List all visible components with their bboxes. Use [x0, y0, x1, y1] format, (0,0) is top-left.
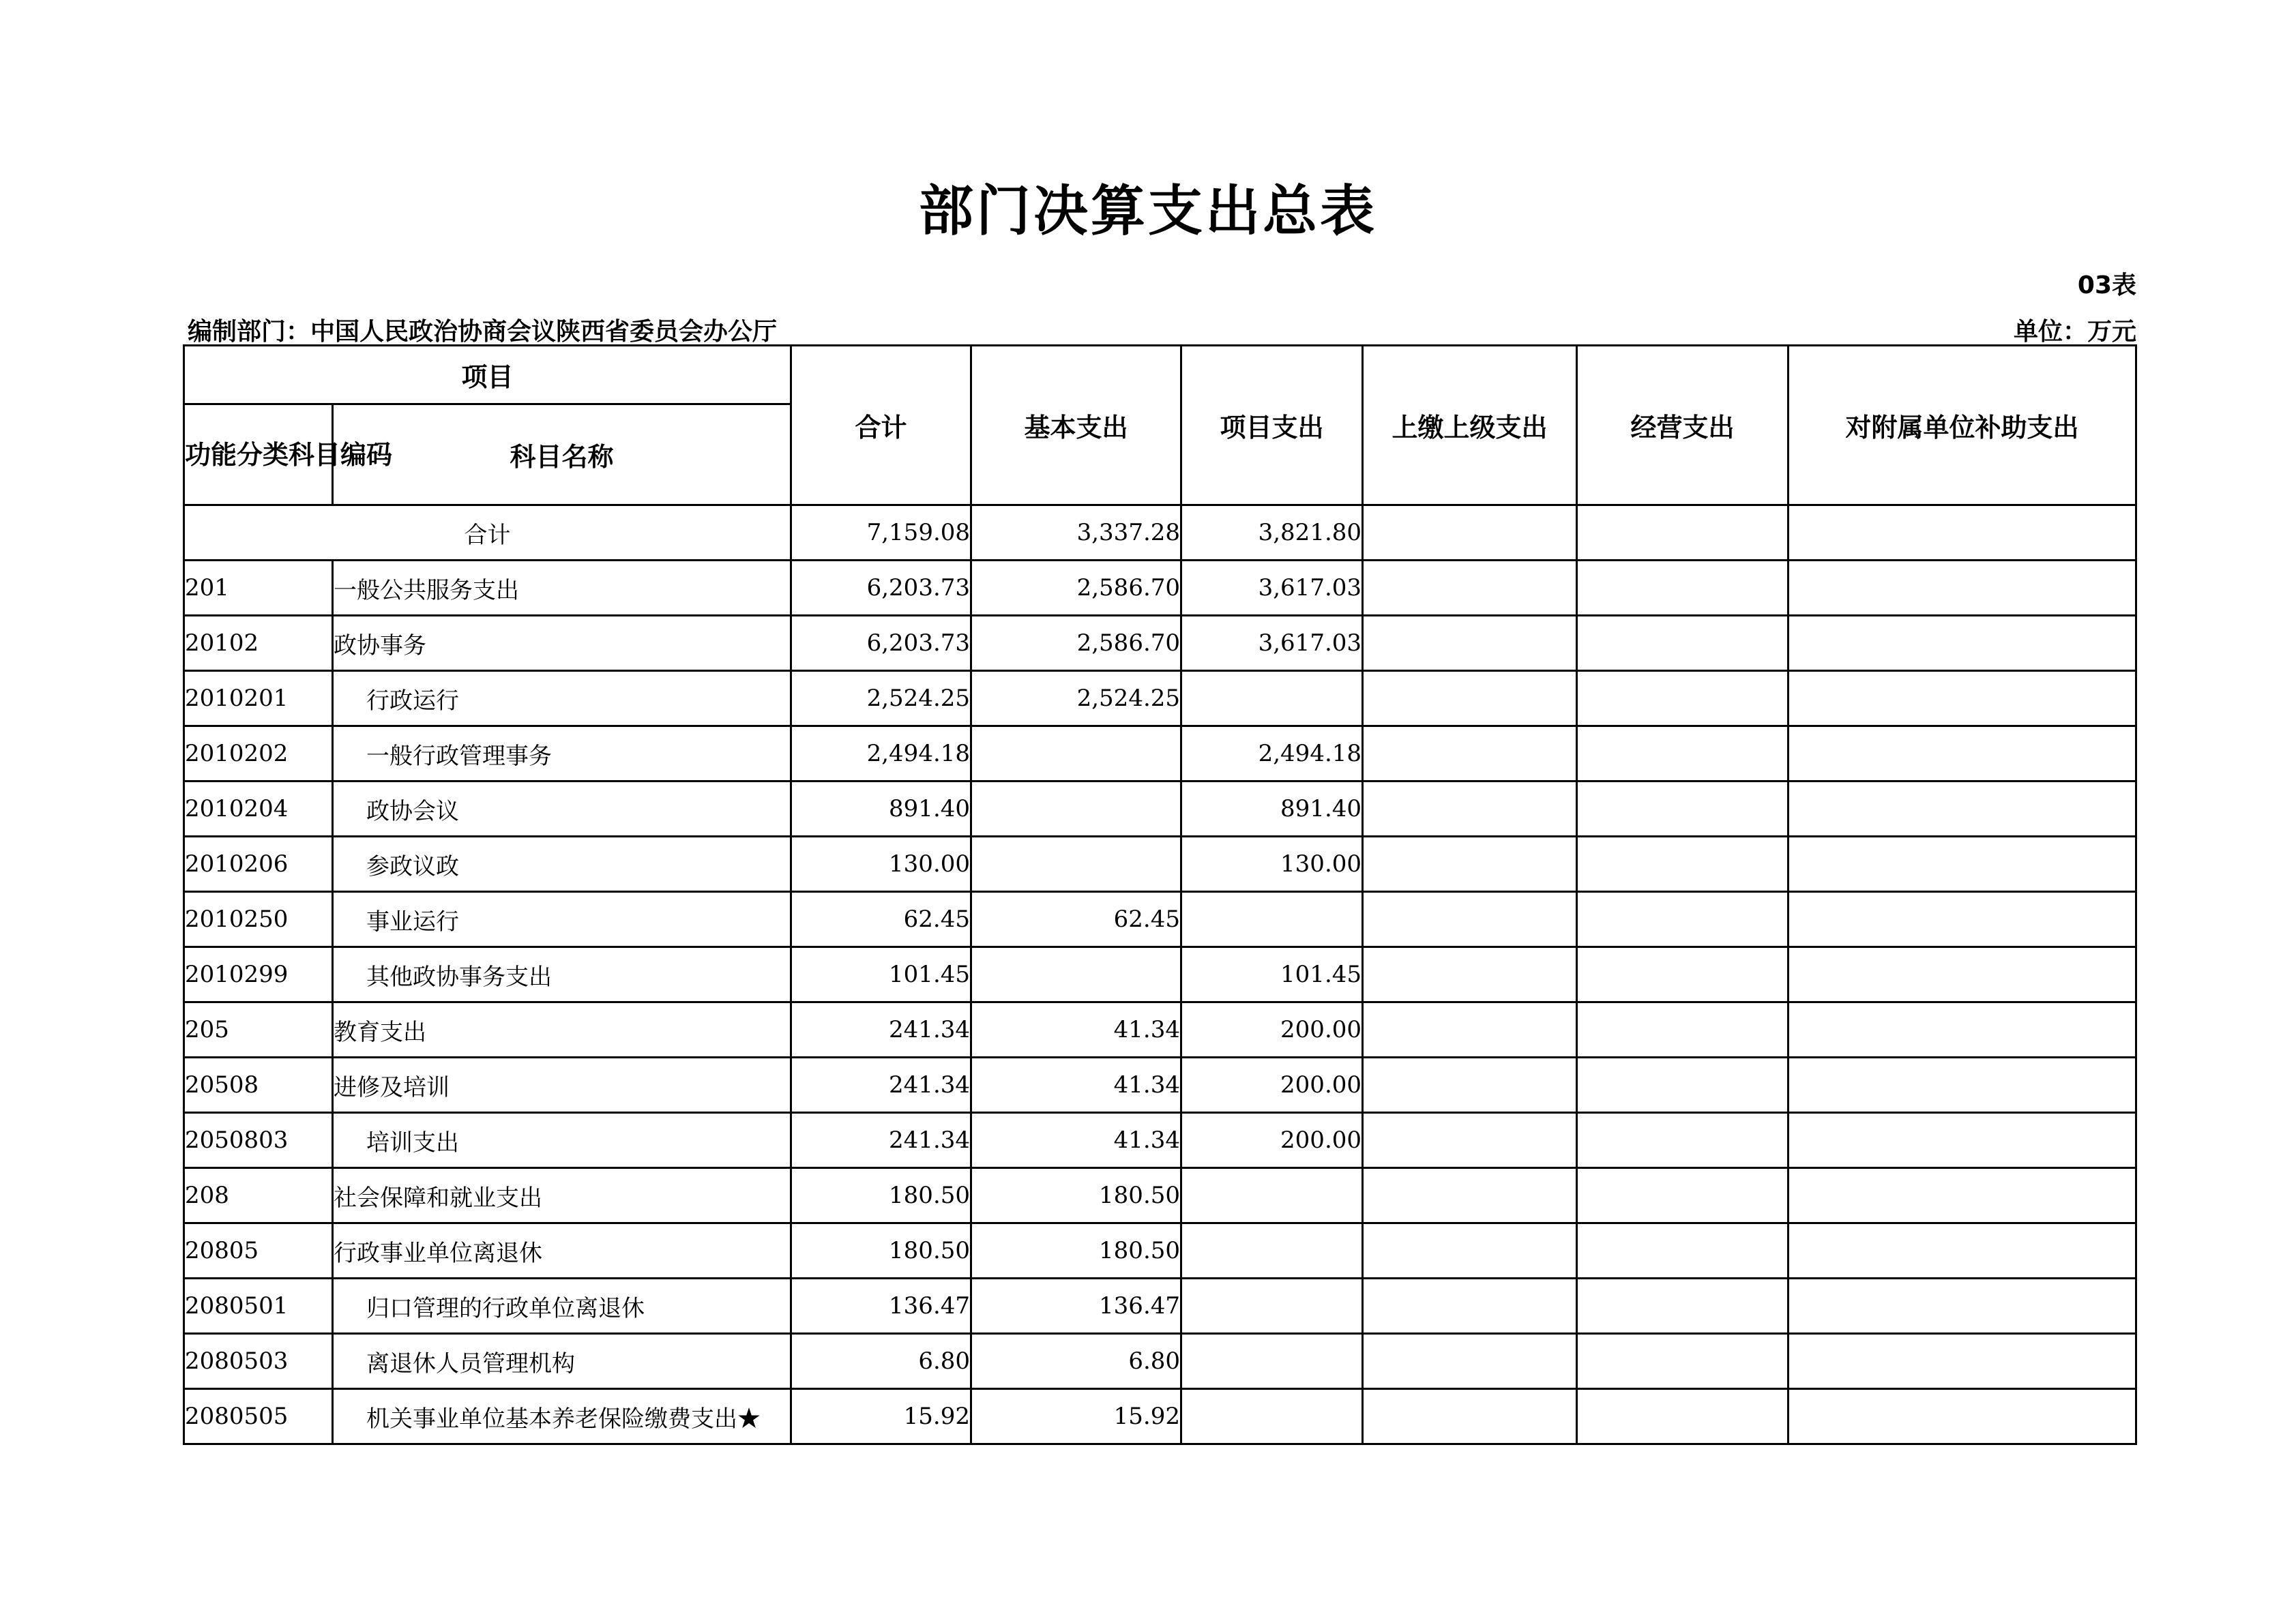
- row-name: 政协事务: [333, 616, 791, 671]
- row-total: 101.45: [791, 947, 971, 1002]
- row-code: 2010202: [184, 726, 333, 781]
- row-basic: [971, 947, 1181, 1002]
- row-total: 136.47: [791, 1279, 971, 1334]
- row-name: 培训支出: [333, 1113, 791, 1168]
- row-basic: 180.50: [971, 1223, 1181, 1279]
- row-subsidy: [1789, 561, 2136, 616]
- row-business: [1577, 671, 1789, 726]
- row-basic: 136.47: [971, 1279, 1181, 1334]
- row-total: 2,524.25: [791, 671, 971, 726]
- row-project: 130.00: [1181, 837, 1363, 892]
- row-code: 2010299: [184, 947, 333, 1002]
- row-basic: 15.92: [971, 1389, 1181, 1444]
- table-row: [184, 1168, 2136, 1223]
- row-name: 机关事业单位基本养老保险缴费支出★: [333, 1389, 791, 1444]
- row-basic: [971, 837, 1181, 892]
- row-project: [1181, 1334, 1363, 1389]
- row-name: 社会保障和就业支出: [333, 1168, 791, 1223]
- row-basic: [971, 781, 1181, 837]
- row-subsidy: [1789, 1113, 2136, 1168]
- row-basic: 2,586.70: [971, 561, 1181, 616]
- header-business: 经营支出: [1577, 346, 1789, 505]
- row-project: 101.45: [1181, 947, 1363, 1002]
- row-business: [1577, 892, 1789, 947]
- row-upper: [1363, 1002, 1577, 1058]
- row-subsidy: [1789, 671, 2136, 726]
- row-subsidy: [1789, 1389, 2136, 1444]
- row-name: 离退休人员管理机构: [333, 1334, 791, 1389]
- table-row: [184, 616, 2136, 671]
- row-subsidy: [1789, 1168, 2136, 1223]
- row-subsidy: [1789, 1223, 2136, 1279]
- row-subsidy: [1789, 1002, 2136, 1058]
- row-basic: 62.45: [971, 892, 1181, 947]
- row-subsidy: [1789, 1058, 2136, 1113]
- row-upper: [1363, 616, 1577, 671]
- row-project: 200.00: [1181, 1002, 1363, 1058]
- header-code: 功能分类科目编码: [184, 404, 333, 505]
- row-business: [1577, 947, 1789, 1002]
- row-code: 20805: [184, 1223, 333, 1279]
- row-project: [1181, 671, 1363, 726]
- row-total: 15.92: [791, 1389, 971, 1444]
- total-project: 3,821.80: [1181, 505, 1363, 561]
- row-project: [1181, 892, 1363, 947]
- row-basic: 6.80: [971, 1334, 1181, 1389]
- row-name: 行政事业单位离退休: [333, 1223, 791, 1279]
- row-total: 180.50: [791, 1223, 971, 1279]
- row-business: [1577, 616, 1789, 671]
- row-code: 201: [184, 561, 333, 616]
- table-row: [184, 1058, 2136, 1113]
- row-name: 其他政协事务支出: [333, 947, 791, 1002]
- row-upper: [1363, 1334, 1577, 1389]
- expenditure-table: [183, 344, 2137, 1445]
- row-name: 归口管理的行政单位离退休: [333, 1279, 791, 1334]
- row-name: 一般公共服务支出: [333, 561, 791, 616]
- row-subsidy: [1789, 1334, 2136, 1389]
- page-title: 部门决算支出总表: [919, 179, 1377, 243]
- row-code: 2080505: [184, 1389, 333, 1444]
- total-basic: 3,337.28: [971, 505, 1181, 561]
- row-name: 政协会议: [333, 781, 791, 837]
- row-upper: [1363, 1113, 1577, 1168]
- row-business: [1577, 1058, 1789, 1113]
- table-row: [184, 947, 2136, 1002]
- row-basic: 41.34: [971, 1113, 1181, 1168]
- row-upper: [1363, 781, 1577, 837]
- row-name: 参政议政: [333, 837, 791, 892]
- row-name: 事业运行: [333, 892, 791, 947]
- table-row: [184, 1389, 2136, 1444]
- row-total: 241.34: [791, 1058, 971, 1113]
- row-total: 130.00: [791, 837, 971, 892]
- row-total: 180.50: [791, 1168, 971, 1223]
- row-business: [1577, 837, 1789, 892]
- row-code: 2010204: [184, 781, 333, 837]
- total-subsidy: [1789, 505, 2136, 561]
- row-code: 2010250: [184, 892, 333, 947]
- row-project: [1181, 1223, 1363, 1279]
- table-number: 03表: [2077, 271, 2136, 299]
- header-project: 项目支出: [1181, 346, 1363, 505]
- unit-label: 单位：万元: [2013, 318, 2136, 346]
- table-row: [184, 837, 2136, 892]
- total-upper: [1363, 505, 1577, 561]
- table-row: [184, 1334, 2136, 1389]
- row-name: 教育支出: [333, 1002, 791, 1058]
- row-project: 2,494.18: [1181, 726, 1363, 781]
- row-code: 208: [184, 1168, 333, 1223]
- row-project: 200.00: [1181, 1058, 1363, 1113]
- table-row: [184, 781, 2136, 837]
- total-label: 合计: [184, 505, 791, 561]
- row-project: 3,617.03: [1181, 616, 1363, 671]
- table-row: [184, 726, 2136, 781]
- row-business: [1577, 1334, 1789, 1389]
- header-upper: 上缴上级支出: [1363, 346, 1577, 505]
- header-name: 科目名称: [333, 404, 791, 505]
- row-total: 6,203.73: [791, 561, 971, 616]
- table-row: [184, 561, 2136, 616]
- row-upper: [1363, 947, 1577, 1002]
- table-row: [184, 1002, 2136, 1058]
- compiling-department: 编制部门：中国人民政治协商会议陕西省委员会办公厅: [188, 318, 778, 346]
- row-business: [1577, 1389, 1789, 1444]
- row-upper: [1363, 1279, 1577, 1334]
- row-upper: [1363, 1223, 1577, 1279]
- row-code: 2080501: [184, 1279, 333, 1334]
- total-total: 7,159.08: [791, 505, 971, 561]
- table-row: [184, 1223, 2136, 1279]
- row-code: 205: [184, 1002, 333, 1058]
- row-subsidy: [1789, 892, 2136, 947]
- header-total: 合计: [791, 346, 971, 505]
- row-basic: 2,586.70: [971, 616, 1181, 671]
- row-business: [1577, 1113, 1789, 1168]
- row-business: [1577, 781, 1789, 837]
- row-code: 2010201: [184, 671, 333, 726]
- row-basic: [971, 726, 1181, 781]
- row-project: [1181, 1279, 1363, 1334]
- row-basic: 41.34: [971, 1002, 1181, 1058]
- row-basic: 2,524.25: [971, 671, 1181, 726]
- row-upper: [1363, 892, 1577, 947]
- row-code: 2080503: [184, 1334, 333, 1389]
- row-upper: [1363, 1058, 1577, 1113]
- header-basic: 基本支出: [971, 346, 1181, 505]
- row-total: 2,494.18: [791, 726, 971, 781]
- row-total: 241.34: [791, 1113, 971, 1168]
- row-subsidy: [1789, 947, 2136, 1002]
- table-row: [184, 671, 2136, 726]
- row-subsidy: [1789, 726, 2136, 781]
- row-name: 行政运行: [333, 671, 791, 726]
- row-total: 6.80: [791, 1334, 971, 1389]
- row-total: 891.40: [791, 781, 971, 837]
- row-project: [1181, 1168, 1363, 1223]
- row-project: 3,617.03: [1181, 561, 1363, 616]
- row-subsidy: [1789, 837, 2136, 892]
- row-project: 891.40: [1181, 781, 1363, 837]
- header-item: 项目: [184, 346, 791, 404]
- row-code: 20508: [184, 1058, 333, 1113]
- row-project: 200.00: [1181, 1113, 1363, 1168]
- row-code: 20102: [184, 616, 333, 671]
- row-business: [1577, 726, 1789, 781]
- row-subsidy: [1789, 616, 2136, 671]
- table-row: [184, 1279, 2136, 1334]
- row-project: [1181, 1389, 1363, 1444]
- row-upper: [1363, 1389, 1577, 1444]
- row-upper: [1363, 726, 1577, 781]
- row-total: 6,203.73: [791, 616, 971, 671]
- row-name: 进修及培训: [333, 1058, 791, 1113]
- table-row: [184, 892, 2136, 947]
- row-subsidy: [1789, 1279, 2136, 1334]
- row-business: [1577, 1002, 1789, 1058]
- header-subsidy: 对附属单位补助支出: [1789, 346, 2136, 505]
- row-upper: [1363, 671, 1577, 726]
- row-code: 2050803: [184, 1113, 333, 1168]
- row-total: 241.34: [791, 1002, 971, 1058]
- row-business: [1577, 1279, 1789, 1334]
- row-business: [1577, 1223, 1789, 1279]
- row-upper: [1363, 1168, 1577, 1223]
- row-basic: 41.34: [971, 1058, 1181, 1113]
- row-subsidy: [1789, 781, 2136, 837]
- row-business: [1577, 1168, 1789, 1223]
- row-upper: [1363, 837, 1577, 892]
- total-row: [184, 505, 2136, 561]
- row-basic: 180.50: [971, 1168, 1181, 1223]
- total-business: [1577, 505, 1789, 561]
- row-business: [1577, 561, 1789, 616]
- row-name: 一般行政管理事务: [333, 726, 791, 781]
- table-row: [184, 1113, 2136, 1168]
- row-code: 2010206: [184, 837, 333, 892]
- row-total: 62.45: [791, 892, 971, 947]
- row-upper: [1363, 561, 1577, 616]
